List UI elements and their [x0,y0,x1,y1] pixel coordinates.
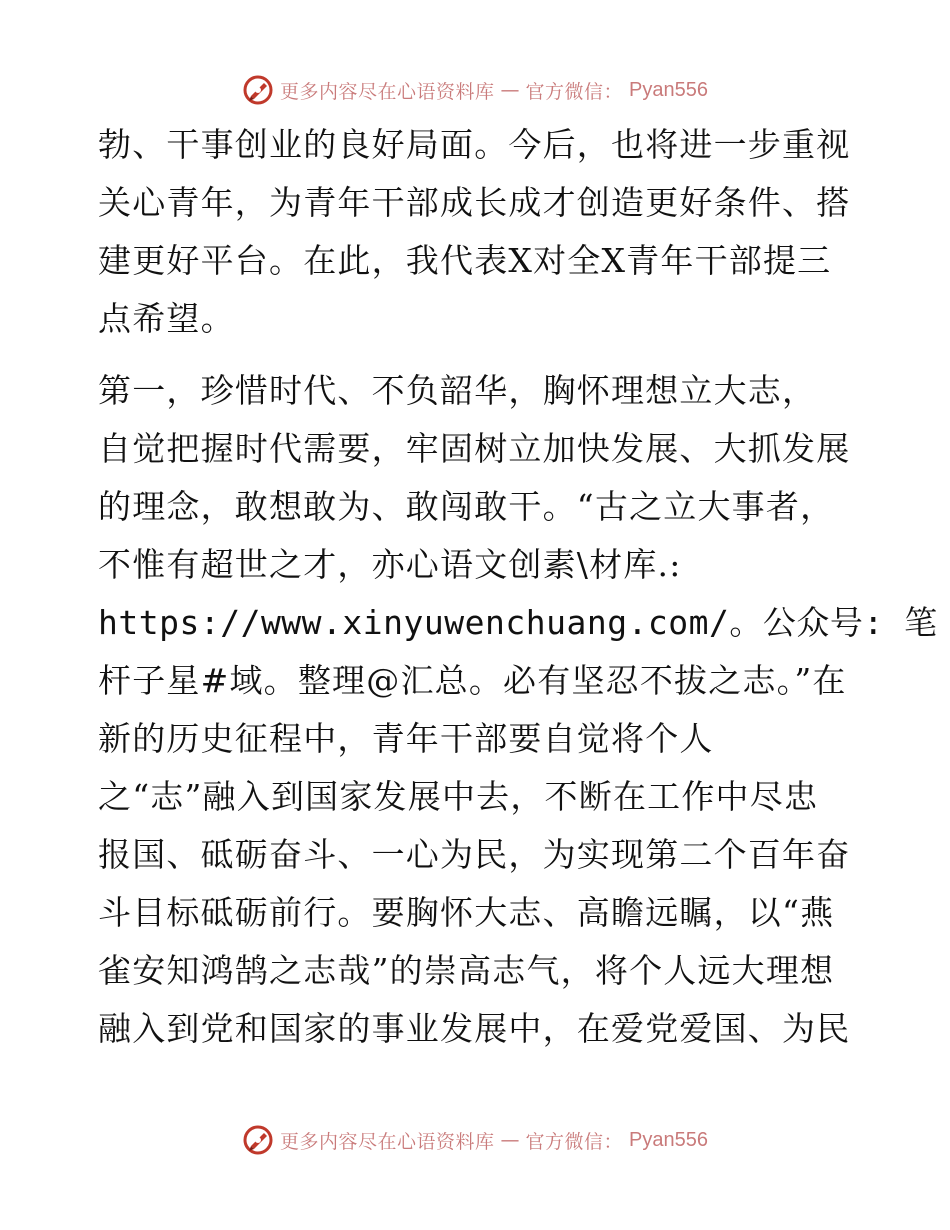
text-line: 建更好平台。在此，我代表X对全X青年干部提三 [98,241,832,280]
watermark-separator: — [500,79,520,101]
text-line: 雀安知鸿鹄之志哉”的崇高志气，将个人远大理想 [98,951,835,990]
document-body [98,116,938,1058]
watermark-site-text: 更多内容尽在心语资料库 [280,80,495,103]
text-line: 点希望。 [98,299,235,338]
watermark-separator: — [500,1129,520,1151]
paragraph-gap [98,348,858,362]
text-line: 融入到党和国家的事业发展中，在爱党爱国、为民 [98,1009,851,1048]
text-line: 不惟有超世之才，亦心语文创素\材库.: [98,545,682,584]
text-line: 新的历史征程中，青年干部要自觉将个人 [98,719,714,758]
watermark-official-label: 官方微信： [525,1130,624,1153]
paragraph-first-point [98,362,938,1058]
pen-logo-icon [242,74,274,106]
text-line: 杆子星#域。整理@汇总。必有坚忍不拔之志。”在 [98,661,847,700]
watermark-handle: Pyan556 [629,78,708,101]
watermark-site-text: 更多内容尽在心语资料库 [280,1130,495,1153]
text-line-url: https://www.xinyuwenchuang.com/。公众号: 笔 [98,603,938,642]
text-line: 第一，珍惜时代、不负韶华，胸怀理想立大志， [98,371,817,410]
text-line: 勃、干事创业的良好局面。今后，也将进一步重视 [98,125,851,164]
text-line: 关心青年，为青年干部成长成才创造更好条件、搭 [98,183,851,222]
text-line: 报国、砥砺奋斗、一心为民，为实现第二个百年奋 [98,835,851,874]
paragraph-intro [98,116,858,348]
text-line: 斗目标砥砺前行。要胸怀大志、高瞻远瞩，以“燕 [98,893,835,932]
text-line: 之“志”融入到国家发展中去，不断在工作中尽忠 [98,777,819,816]
pen-logo-icon [242,1124,274,1156]
text-line: 自觉把握时代需要，牢固树立加快发展、大抓发展 [98,429,851,468]
text-line: 的理念，敢想敢为、敢闯敢干。“古之立大事者， [98,487,835,526]
watermark-footer [0,1122,950,1158]
watermark-handle: Pyan556 [629,1128,708,1151]
watermark-official-label: 官方微信： [525,80,624,103]
watermark-header [0,72,950,108]
